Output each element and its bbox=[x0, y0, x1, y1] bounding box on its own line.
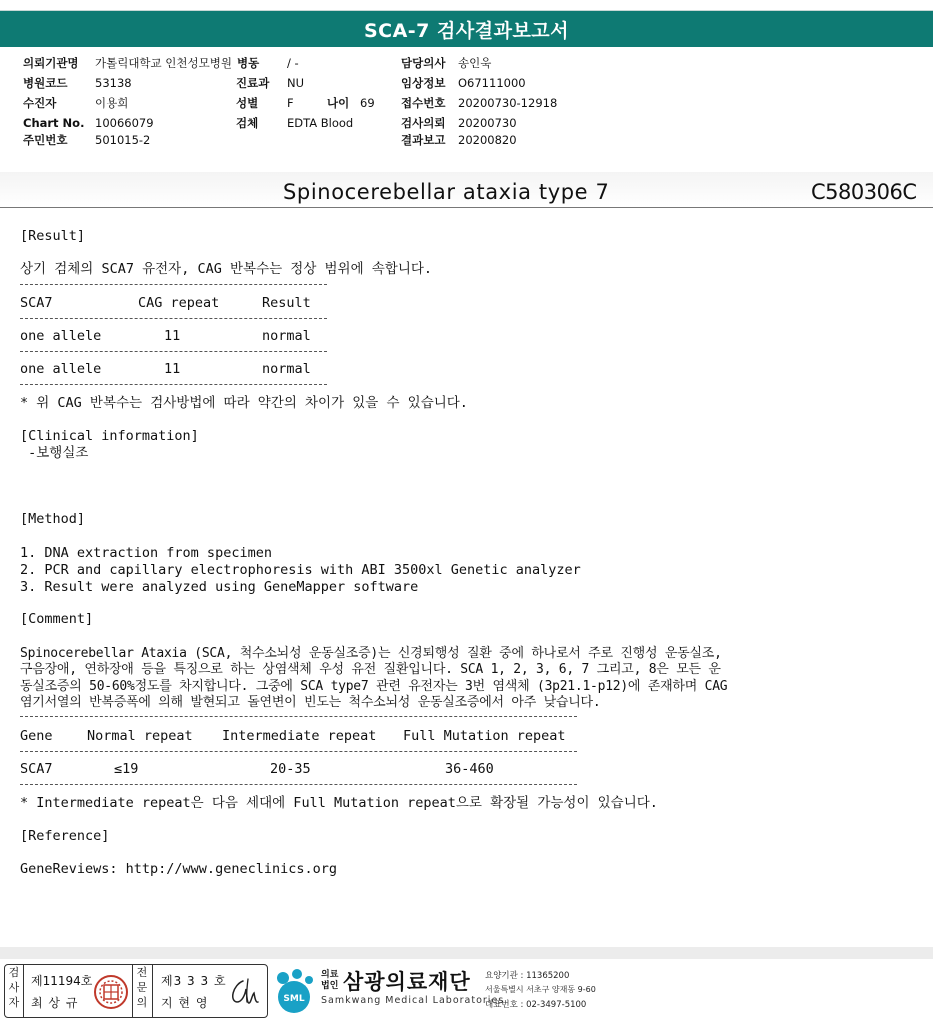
result-row-2-repeat: 11 bbox=[164, 361, 181, 377]
header-hospital-code-value: 53138 bbox=[95, 76, 132, 90]
result-table-header-gene: SCA7 bbox=[20, 295, 53, 311]
clinical-heading: [Clinical information] bbox=[20, 428, 199, 444]
divider bbox=[20, 284, 327, 285]
reference-heading: [Reference] bbox=[20, 828, 110, 844]
header-hospital-code: 병원코드 bbox=[23, 76, 68, 90]
signature-box bbox=[4, 964, 268, 1018]
comment-line-3: 동실조증의 50-60%정도를 차지합니다. 그중에 SCA type7 관련 유전자는 3번 염색체 (3p21.1-p12)에 존재하며 CAG bbox=[20, 679, 728, 694]
header-request-date-value: 20200730 bbox=[458, 116, 517, 130]
result-row-1-allele: one allele bbox=[20, 328, 102, 344]
header-resident-no: 주민번호 bbox=[23, 133, 68, 147]
gene-row-full: 36-460 bbox=[445, 761, 494, 777]
result-row-2-result: normal bbox=[262, 361, 311, 377]
result-heading: [Result] bbox=[20, 228, 86, 244]
inspector-label: 검 사 자 bbox=[8, 966, 20, 1009]
org-prefix: 의료 법인 bbox=[321, 970, 339, 991]
inspector-name: 최 상 규 bbox=[31, 996, 79, 1010]
divider bbox=[23, 965, 24, 1017]
header-resident-no-value: 501015-2 bbox=[95, 133, 151, 147]
header-clinical-info: 임상정보 bbox=[401, 76, 446, 90]
divider bbox=[20, 351, 327, 352]
org-care-no: 요양기관 : 11365200 bbox=[485, 971, 570, 981]
method-line-2: 2. PCR and capillary electrophoresis with ABI 3500xl Genetic analyzer bbox=[20, 562, 581, 578]
method-heading: [Method] bbox=[20, 511, 86, 527]
result-row-1-repeat: 11 bbox=[164, 328, 181, 344]
header-age-value: 69 bbox=[360, 96, 375, 110]
comment-heading: [Comment] bbox=[20, 611, 94, 627]
org-phone: 대표번호 : 02-3497-5100 bbox=[485, 1000, 587, 1010]
header-ward: 병동 bbox=[237, 56, 260, 70]
comment-line-4: 염기서열의 반복증폭에 의해 발현되고 돌연변이 빈도는 척수소뇌성 운동실조증에서 아주 낮습니다. bbox=[20, 695, 601, 710]
header-chart-no: Chart No. bbox=[23, 116, 85, 130]
header-receipt-no-value: 20200730-12918 bbox=[458, 96, 558, 110]
header-doctor: 담당의사 bbox=[401, 56, 446, 70]
footer-band bbox=[0, 947, 933, 959]
method-line-3: 3. Result were analyzed using GeneMapper software bbox=[20, 579, 419, 595]
report-title: SCA-7 검사결과보고서 bbox=[363, 19, 570, 42]
confirmer-license: 제3 3 3 호 bbox=[161, 974, 227, 988]
header-clinical-info-value: O67111000 bbox=[458, 76, 526, 90]
header-receipt-no: 접수번호 bbox=[401, 96, 446, 110]
gene-row-gene: SCA7 bbox=[20, 761, 53, 777]
result-row-1-result: normal bbox=[262, 328, 311, 344]
gene-table-header-normal: Normal repeat bbox=[87, 728, 193, 744]
header-specimen-value: EDTA Blood bbox=[287, 116, 354, 130]
header-patient: 수진자 bbox=[23, 96, 57, 110]
confirmer-label: 전 문 의 bbox=[136, 966, 148, 1009]
header-chart-no-value: 10066079 bbox=[95, 116, 154, 130]
gene-table-header-intermediate: Intermediate repeat bbox=[222, 728, 377, 744]
header-sex-value: F bbox=[287, 96, 294, 110]
divider bbox=[20, 318, 327, 319]
result-text: 상기 검체의 SCA7 유전자, CAG 반복수는 정상 범위에 속합니다. bbox=[20, 261, 433, 277]
signature-icon bbox=[227, 975, 263, 1009]
header-department-value: NU bbox=[287, 76, 305, 90]
reference-text: GeneReviews: http://www.geneclinics.org bbox=[20, 861, 337, 877]
divider bbox=[152, 965, 153, 1017]
report-title-bar bbox=[0, 10, 933, 47]
gene-row-normal: ≤19 bbox=[114, 761, 139, 777]
comment-line-2: 구음장애, 연하장애 등을 특징으로 하는 상염색체 우성 유전 질환입니다. SCA 1, 2, 3, 6, 7 그리고, 8은 모든 운 bbox=[20, 662, 721, 677]
divider bbox=[20, 716, 577, 717]
divider bbox=[20, 751, 577, 752]
header-patient-value: 이용희 bbox=[95, 96, 129, 110]
comment-line-1: Spinocerebellar Ataxia (SCA, 척수소뇌성 운동실조증)는 신경퇴행성 질환 중에 하나로서 주로 진행성 운동실조, bbox=[20, 646, 722, 661]
org-address: 서울특별시 서초구 양재동 9-60 bbox=[485, 985, 596, 994]
result-table-header-repeat: CAG repeat bbox=[138, 295, 220, 311]
divider bbox=[132, 965, 133, 1017]
sml-logo-text: SML bbox=[283, 994, 305, 1004]
header-hospital: 의뢰기관명 bbox=[23, 56, 79, 70]
result-table-header-result: Result bbox=[262, 295, 311, 311]
header-request-date: 검사의뢰 bbox=[401, 116, 446, 130]
gene-table-header-full: Full Mutation repeat bbox=[403, 728, 566, 744]
header-specimen: 검체 bbox=[236, 116, 259, 130]
gene-table-header-gene: Gene bbox=[20, 728, 53, 744]
org-name: 삼광의료재단 bbox=[343, 970, 471, 994]
method-line-1: 1. DNA extraction from specimen bbox=[20, 545, 272, 561]
test-name: Spinocerebellar ataxia type 7 bbox=[283, 180, 610, 204]
seal-stamp-icon bbox=[93, 974, 129, 1010]
org-name-en: Samkwang Medical Laboratories bbox=[321, 995, 505, 1006]
clinical-text: -보행실조 bbox=[20, 445, 89, 461]
divider bbox=[20, 384, 327, 385]
result-note: * 위 CAG 반복수는 검사방법에 따라 약간의 차이가 있을 수 있습니다. bbox=[20, 395, 468, 411]
test-code: C580306C bbox=[811, 180, 917, 204]
header-report-date-value: 20200820 bbox=[458, 133, 517, 147]
header-age: 나이 bbox=[327, 96, 350, 110]
header-doctor-value: 송인욱 bbox=[458, 56, 492, 70]
result-row-2-allele: one allele bbox=[20, 361, 102, 377]
confirmer-name: 지 현 영 bbox=[161, 996, 209, 1010]
header-ward-value: / - bbox=[287, 56, 299, 70]
sml-logo-icon bbox=[271, 967, 317, 1015]
divider bbox=[20, 784, 577, 785]
header-report-date: 결과보고 bbox=[401, 133, 446, 147]
header-hospital-value: 가톨릭대학교 인천성모병원 bbox=[95, 56, 232, 70]
inspector-license: 제11194호 bbox=[31, 974, 93, 988]
gene-row-intermediate: 20-35 bbox=[270, 761, 311, 777]
header-department: 진료과 bbox=[236, 76, 270, 90]
gene-note: * Intermediate repeat은 다음 세대에 Full Mutation repeat으로 확장될 가능성이 있습니다. bbox=[20, 795, 658, 811]
header-sex: 성별 bbox=[236, 96, 259, 110]
